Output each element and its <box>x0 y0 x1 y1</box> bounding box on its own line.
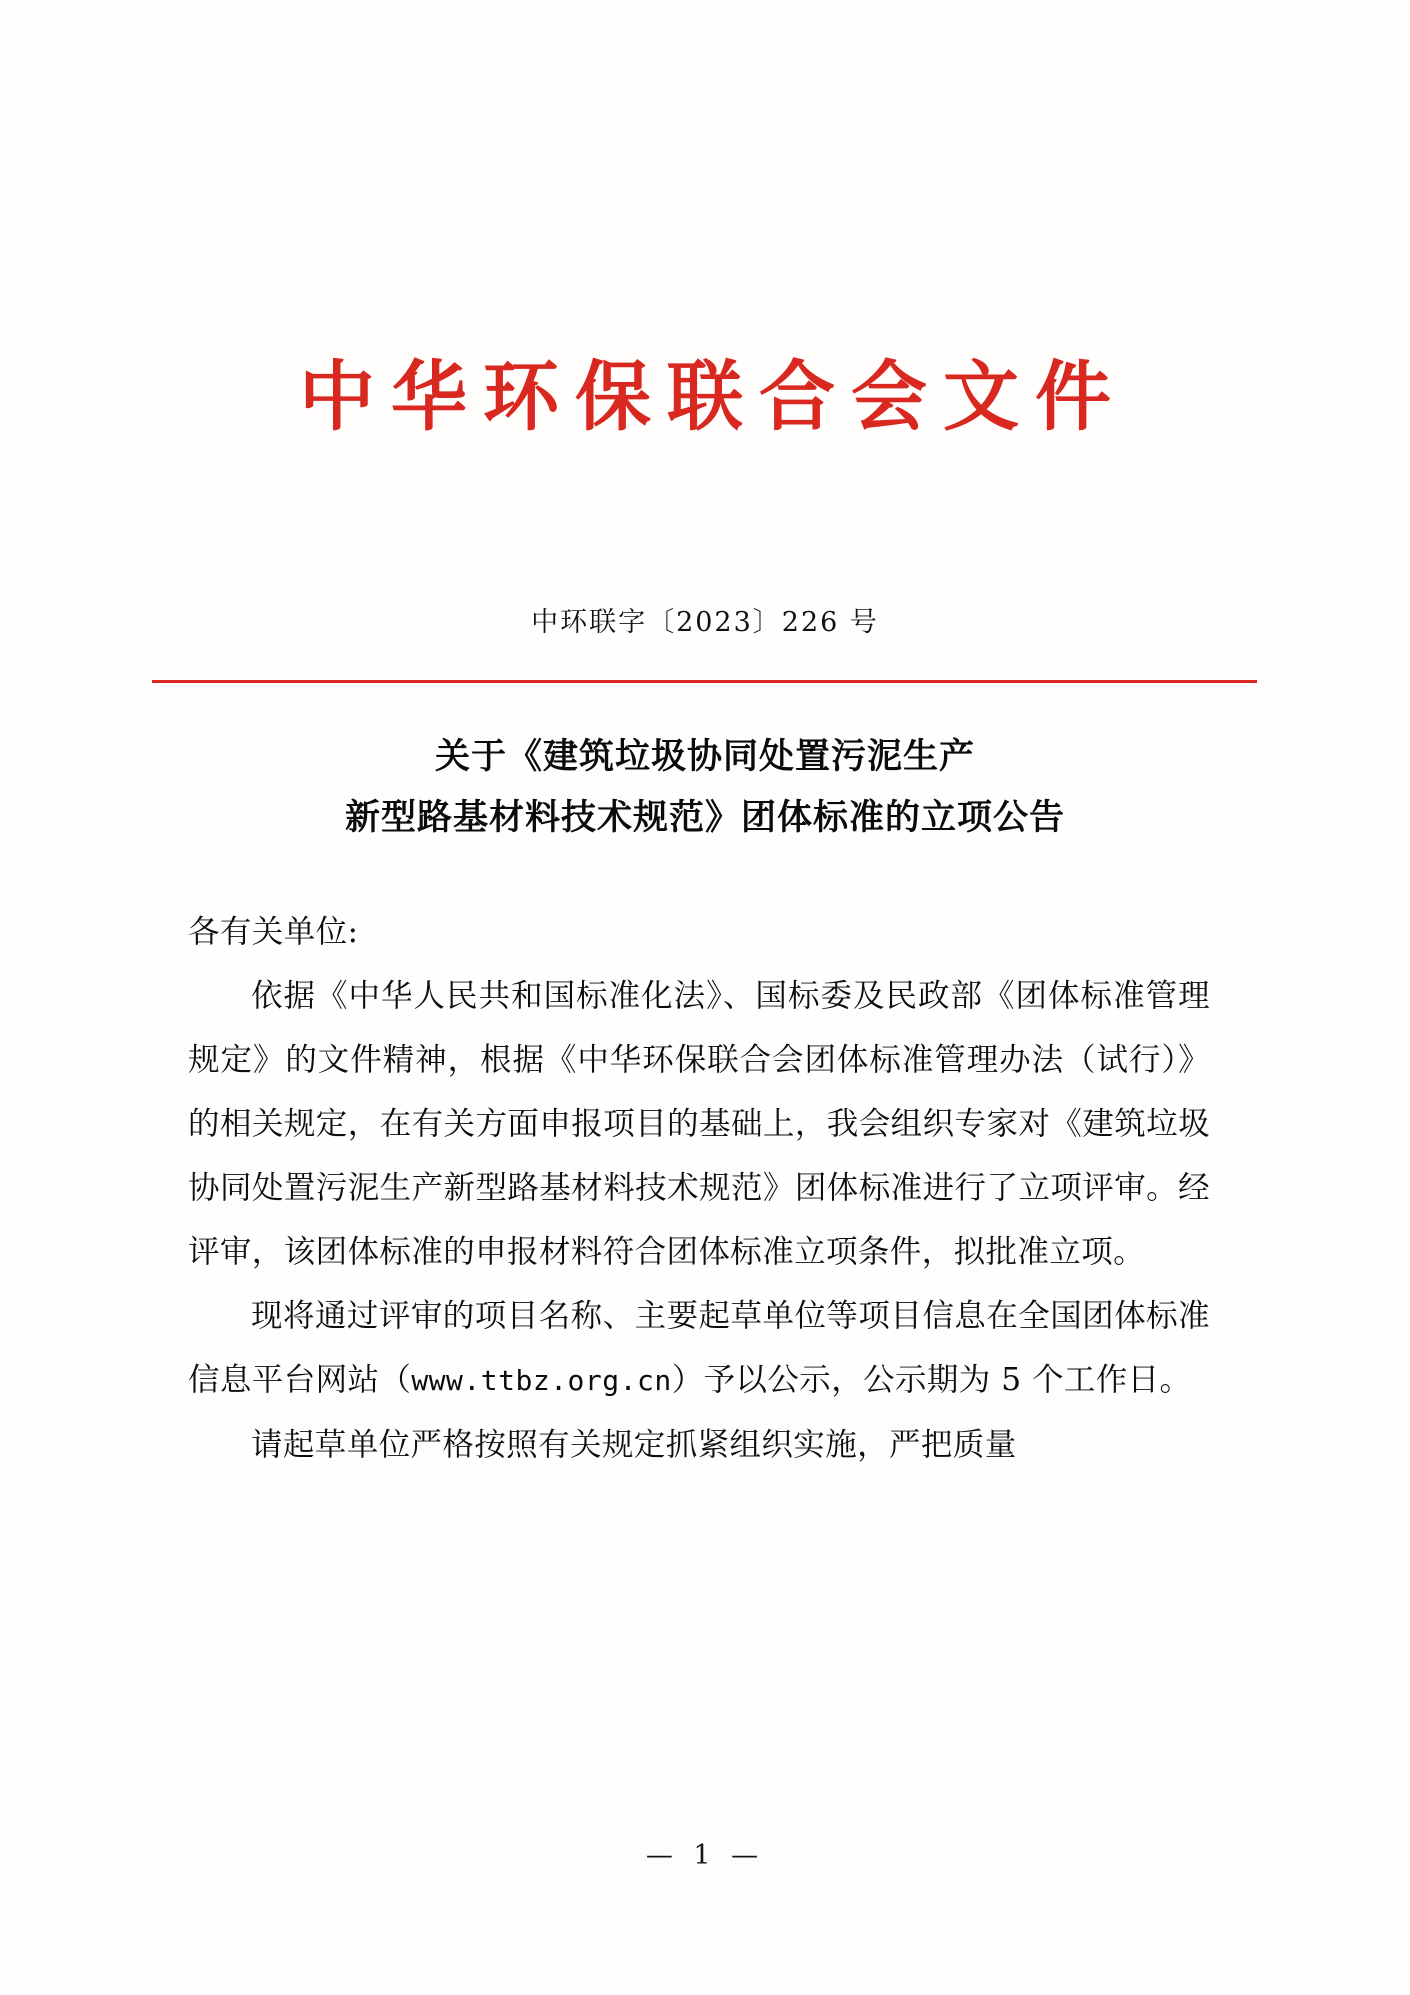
document-number: 中环联字〔2023〕226 号 <box>531 607 879 638</box>
salutation: 各有关单位: <box>188 914 359 950</box>
body-paragraph-2-part-2: ）予以公示，公示期为 5 个工作日。 <box>671 1362 1192 1398</box>
page-title-line-1: 关于《建筑垃圾协同处置污泥生产 <box>434 736 975 777</box>
body-paragraph-3: 请起草单位严格按照有关规定抓紧组织实施，严把质量 <box>251 1427 1017 1463</box>
body-paragraph-1: 依据《中华人民共和国标准化法》、国标委及民政部《团体标准管理规定》的文件精神，根据《中华环保联合会团体标准管理办法（试行）》的相关规定，在有关方面申报项目的基础上，我会组织专家对《建筑垃圾协同处置污泥生产新型路基材料技术规范》团体标准进行了立项评审。经评审，该团体标准的申报材料符合团体标准立项条件，拟批准立项。 <box>188 978 1210 1270</box>
red-divider-rule <box>152 680 1257 683</box>
page-title <box>180 726 1230 849</box>
page-title-line-2: 新型路基材料技术规范》团体标准的立项公告 <box>344 797 1065 839</box>
page-number: — 1 — <box>645 1840 765 1871</box>
ttbz-website-url: www.ttbz.org.cn <box>411 1364 672 1397</box>
organization-title: 中华环保联合会文件 <box>299 352 1127 441</box>
body-paragraph-2-part-1: 现将通过评审的项目名称、主要起草单位等项目信息在全国团体标准信息平台网站（ <box>188 1298 1210 1398</box>
document-body <box>188 900 1210 1477</box>
masthead <box>0 352 1410 441</box>
body-paragraph-2 <box>188 1284 1210 1413</box>
